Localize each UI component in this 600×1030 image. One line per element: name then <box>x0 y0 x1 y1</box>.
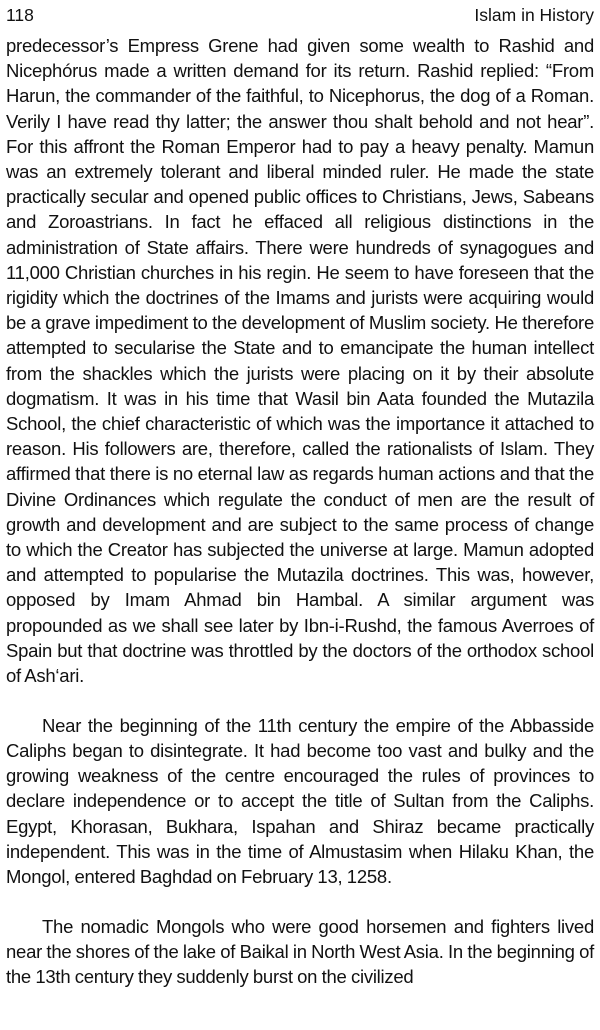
running-header <box>6 0 594 33</box>
body-text <box>6 33 594 989</box>
running-title: Islam in History <box>474 5 594 25</box>
paragraph-abbasside-decline: Near the beginning of the 11th century the empire of the Abbasside Caliphs began to disintegrate. It had become too vast and bulky and the growing weakness of the centre encouraged the rules of provinces to declare independence or to accept the title of Sultan from the Caliphs. Egypt, Khorasan, Bukhara, Ispahan and Shiraz became practically independent. This was in the time of Almustasim when Hilaku Khan, the Mongol, entered Baghdad on February 13, 1258. <box>6 714 594 887</box>
paragraph-mongols: The nomadic Mongols who were good horsemen and fighters lived near the shores of the lake of Baikal in North West Asia. In the beginning of the 13th century they suddenly burst on the civilized <box>6 915 594 988</box>
paragraph-mamun-mutazila: predecessor’s Empress Grene had given some wealth to Rashid and Nicephórus made a written demand for its return. Rashid replied: “From Harun, the commander of the faithful, to Nicephorus, the dog of a Roman. Verily I have read thy latter; the answer thou shalt behold and not hear”. For this affront the Roman Emperor had to pay a heavy penalty. Mamun was an extremely tolerant and liberal minded ruler. He made the state practically secular and opened public offices to Christians, Jews, Sabeans and Zoroastrians. In fact he effaced all religious distinctions in the administration of State affairs. There were hundreds of synagogues and 11,000 Christian churches in his regin. He seem to have foreseen that the rigidity which the doctrines of the Imams and jurists were acquiring would be a grave impediment to the development of Muslim society. He therefore attempted to secularise the State and to emancipate the human intellect from the shackles which the jurists were placing on it by their absolute dogmatism. It was in his time that Wasil bin Aata founded the Mutazila School, the chief characteristic of which was the importance it attached to reason. His followers are, therefore, called the rationalists of Islam. They affirmed that there is no eternal law as regards human actions and that the Divine Ordinances which regulate the conduct of men are the result of growth and development and are subject to the same process of change to which the Creator has subjected the universe at large. Mamun adopted and attempted to popularise the Mutazila doctrines. This was, however, opposed by Imam Ahmad bin Hambal. A similar argument was propounded as we shall see later by Ibn-i-Rushd, the famous Averroes of Spain but that doctrine was throttled by the doctors of the orthodox school of Ash‘ari. <box>6 35 594 687</box>
page-number: 118 <box>6 5 34 25</box>
